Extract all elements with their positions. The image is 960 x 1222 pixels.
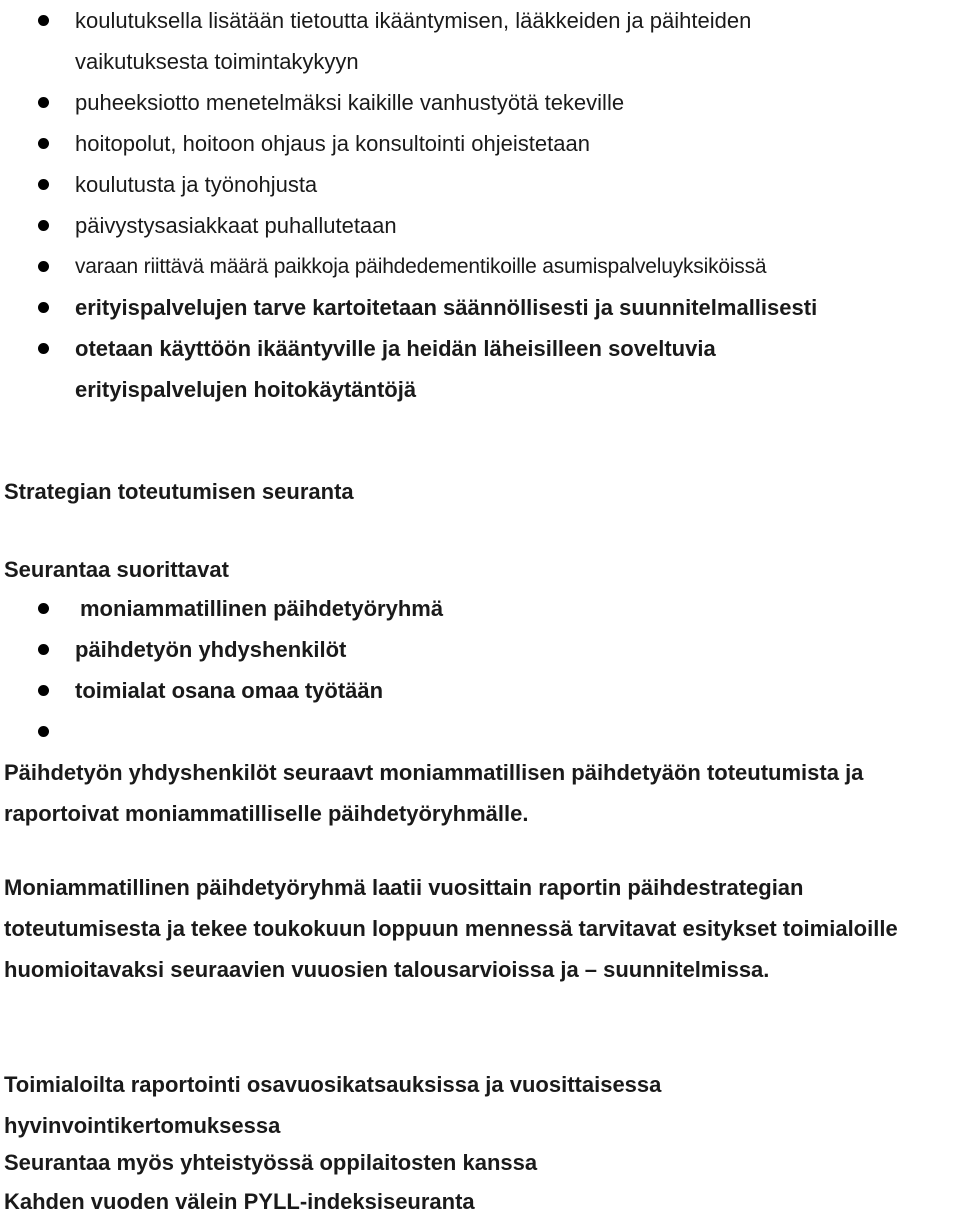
closing-line: Toimialoilta raportointi osavuosikatsauksissa ja vuosittaisessa hyvinvointikertomuksessa (4, 1072, 662, 1138)
performers-list (0, 588, 960, 752)
list-item-text: otetaan käyttöön ikääntyville ja heidän läheisilleen soveltuvia erityispalvelujen hoitokäytäntöjä (75, 336, 716, 402)
bullet-icon (38, 343, 49, 354)
list-item (0, 670, 960, 711)
bullet-icon (38, 726, 49, 737)
bullet-icon (38, 302, 49, 313)
list-item (0, 205, 960, 246)
bullet-icon (38, 15, 49, 26)
list-item-text: toimialat osana omaa työtään (75, 678, 384, 703)
closing-line: Seurantaa myös yhteistyössä oppilaitosten kanssa (4, 1150, 538, 1175)
list-item (0, 246, 960, 287)
list-item (0, 164, 960, 205)
bullet-icon (38, 179, 49, 190)
list-item-text: koulutuksella lisätään tietoutta ikääntymisen, lääkkeiden ja päihteiden vaikutuksesta toimintakykyyn (75, 8, 752, 74)
list-item (0, 588, 960, 629)
list-item (0, 328, 835, 410)
list-item-text: varaan riittävä määrä paikkoja päihdedementikoille asumispalveluyksiköissä (75, 255, 767, 278)
bullet-icon (38, 97, 49, 108)
section-heading: Strategian toteutumisen seuranta (4, 479, 354, 504)
bullet-icon (38, 138, 49, 149)
list-item-text: puheeksiotto menetelmäksi kaikille vanhustyötä tekeville (75, 90, 625, 115)
list-item-text: erityispalvelujen tarve kartoitetaan säännöllisesti ja suunnitelmallisesti (75, 295, 818, 320)
list-item (0, 82, 960, 123)
list-item-text: moniammatillinen päihdetyöryhmä (80, 596, 444, 621)
performers-label: Seurantaa suorittavat (4, 557, 229, 582)
list-item-text: päihdetyön yhdyshenkilöt (75, 637, 347, 662)
bullet-icon (38, 644, 49, 655)
monitoring-paragraph: Päihdetyön yhdyshenkilöt seuraavt moniammatillisen päihdetyäön toteutumista ja raportoivat moniammatilliselle päihdetyöryhmälle. (4, 760, 864, 826)
bullet-icon (38, 685, 49, 696)
list-item (0, 123, 960, 164)
list-item-text: koulutusta ja työnohjusta (75, 172, 318, 197)
list-item (0, 0, 835, 82)
list-item-text: hoitopolut, hoitoon ohjaus ja konsultointi ohjeistetaan (75, 131, 590, 156)
measures-list (0, 0, 960, 410)
reporting-paragraph: Moniammatillinen päihdetyöryhmä laatii vuosittain raportin päihdestrategian toteutumisesta ja tekee toukokuun loppuun mennessä tarvitavat esitykset toimialoille huomioitavaksi seuraavien vuuosien talousarvioissa ja – suunnitelmissa. (4, 875, 898, 982)
list-item (0, 287, 960, 328)
closing-line: Kahden vuoden välein PYLL-indeksiseuranta (4, 1189, 475, 1214)
list-item-text: päivystysasiakkaat puhallutetaan (75, 213, 397, 238)
list-item (0, 629, 960, 670)
bullet-icon (38, 220, 49, 231)
bullet-icon (38, 603, 49, 614)
bullet-icon (38, 261, 49, 272)
list-item (0, 711, 960, 752)
